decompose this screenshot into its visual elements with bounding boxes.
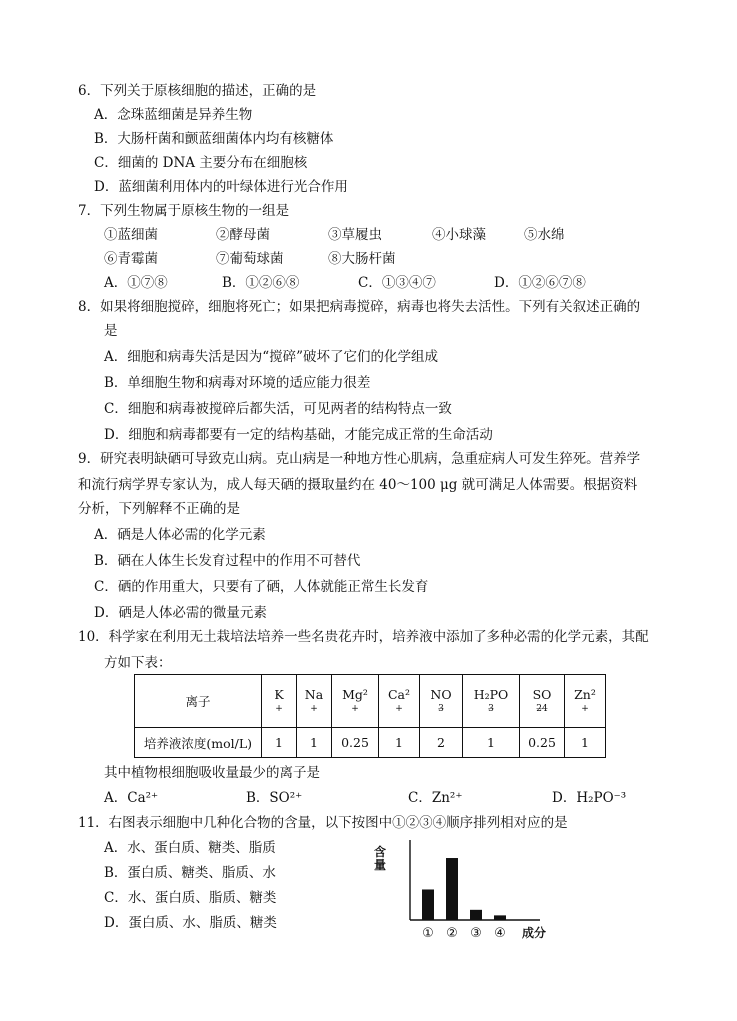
ion-mg bbox=[332, 675, 379, 728]
table-cell: 1 bbox=[262, 728, 297, 758]
q7-option-b: B．①②⑥⑧ bbox=[222, 275, 300, 291]
q7-option-d: D．①②⑥⑦⑧ bbox=[494, 275, 586, 291]
y-axis-label: 含量 bbox=[374, 845, 387, 872]
q10-option-d: D．H₂PO⁻³ bbox=[552, 790, 627, 806]
ion-charge: 3̶ bbox=[438, 704, 444, 714]
q6-option-d: D．蓝细菌利用体内的叶绿体进行光合作用 bbox=[94, 179, 348, 195]
q7-item: ④小球藻 bbox=[432, 227, 486, 243]
q9-option-b: B．硒在人体生长发育过程中的作用不可替代 bbox=[94, 553, 361, 569]
q11-stem: 11．右图表示细胞中几种化合物的含量，以下按图中①②③④顺序排列相对应的是 bbox=[78, 815, 568, 831]
q6-option-b: B．大肠杆菌和颤蓝细菌体内均有核糖体 bbox=[94, 131, 334, 147]
ion-charge: + bbox=[395, 704, 403, 714]
q7-item: ③草履虫 bbox=[328, 227, 382, 243]
q9-stem-line2: 和流行病学界专家认为，成人每天硒的摄取量约在 40～100 μg 就可满足人体需要。根据资料 bbox=[78, 477, 638, 493]
q11-option-d: D．蛋白质、水、脂质、糖类 bbox=[104, 915, 277, 931]
ion-name: K bbox=[274, 687, 284, 702]
q8-option-d: D．细胞和病毒都要有一定的结构基础，才能完成正常的生命活动 bbox=[104, 427, 493, 443]
table-cell: 1 bbox=[463, 728, 520, 758]
x-tick-label: ④ bbox=[494, 926, 506, 941]
q9-option-c: C．硒的作用重大，只要有了硒，人体就能正常生长发育 bbox=[94, 579, 429, 595]
ion-charge: 3̶ bbox=[488, 704, 494, 714]
q6-option-c: C．细菌的 DNA 主要分布在细胞核 bbox=[94, 155, 308, 171]
q10-option-b: B．SO²⁺ bbox=[246, 790, 303, 806]
q7-stem: 7．下列生物属于原核生物的一组是 bbox=[78, 203, 290, 219]
x-axis-label: 成分 bbox=[522, 926, 547, 940]
ion-charge: + bbox=[275, 704, 283, 714]
ion-so4 bbox=[520, 675, 565, 728]
ion-name: Mg² bbox=[342, 687, 368, 702]
q10-stem-line2: 方如下表： bbox=[104, 655, 172, 671]
q7-item: ②酵母菌 bbox=[216, 227, 270, 243]
ion-na bbox=[297, 675, 332, 728]
table-cell: 1 bbox=[379, 728, 420, 758]
q9-option-d: D．硒是人体必需的微量元素 bbox=[94, 605, 267, 621]
q7-item: ⑥青霉菌 bbox=[104, 251, 158, 267]
x-tick-label: ① bbox=[422, 926, 434, 941]
table-cell: 1 bbox=[565, 728, 606, 758]
ion-name: NO bbox=[430, 687, 452, 702]
q11-option-a: A．水、蛋白质、糖类、脂质 bbox=[104, 840, 276, 856]
ion-row-header: 离子 bbox=[135, 675, 262, 728]
ion-charge: 2̶4̶ bbox=[536, 704, 548, 714]
q9-option-a: A．硒是人体必需的化学元素 bbox=[94, 527, 266, 543]
ion-name: H₂PO bbox=[473, 687, 509, 702]
table-cell: 2 bbox=[420, 728, 463, 758]
table-cell: 0.25 bbox=[520, 728, 565, 758]
compound-content-chart bbox=[360, 836, 560, 946]
bar-3 bbox=[470, 910, 482, 920]
q7-item: ⑧大肠杆菌 bbox=[328, 251, 396, 267]
table-cell: 1 bbox=[297, 728, 332, 758]
q7-item: ①蓝细菌 bbox=[104, 227, 158, 243]
ion-charge: + bbox=[581, 704, 589, 714]
q8-option-b: B．单细胞生物和病毒对环境的适应能力很差 bbox=[104, 375, 371, 391]
q11-option-b: B．蛋白质、糖类、脂质、水 bbox=[104, 865, 276, 881]
q6-option-a: A．念珠蓝细菌是异养生物 bbox=[94, 107, 253, 123]
ion-zn bbox=[565, 675, 606, 728]
q8-option-c: C．细胞和病毒被搅碎后都失活，可见两者的结构特点一致 bbox=[104, 401, 452, 417]
ion-name: SO bbox=[532, 687, 552, 702]
q9-stem-line1: 9．研究表明缺硒可导致克山病。克山病是一种地方性心肌病，急重症病人可发生猝死。营养学 bbox=[78, 451, 641, 467]
q7-option-c: C．①③④⑦ bbox=[358, 275, 436, 291]
q7-item: ⑤水绵 bbox=[524, 227, 565, 243]
q7-option-a: A．①⑦⑧ bbox=[104, 275, 168, 291]
q10-stem-line1: 10．科学家在利用无土栽培法培养一些名贵花卉时，培养液中添加了多种必需的化学元素，其配 bbox=[78, 629, 649, 645]
ion-no3 bbox=[420, 675, 463, 728]
q6-stem: 6．下列关于原核细胞的描述，正确的是 bbox=[78, 83, 317, 99]
q8-stem-line1: 8．如果将细胞搅碎，细胞将死亡；如果把病毒搅碎，病毒也将失去活性。下列有关叙述正确的 bbox=[78, 299, 641, 315]
bar-4 bbox=[494, 915, 506, 920]
x-tick-label: ② bbox=[446, 926, 458, 941]
q10-option-a: A．Ca²⁺ bbox=[104, 790, 159, 806]
q11-option-c: C．水、蛋白质、脂质、糖类 bbox=[104, 890, 277, 906]
ion-h2po4 bbox=[463, 675, 520, 728]
q7-item: ⑦葡萄球菌 bbox=[216, 251, 284, 267]
q8-stem-line2: 是 bbox=[104, 323, 118, 339]
bar-1 bbox=[422, 889, 434, 920]
x-tick-label: ③ bbox=[470, 926, 482, 941]
ion-table bbox=[134, 674, 606, 758]
ion-name: Ca² bbox=[387, 687, 411, 702]
q10-question: 其中植物根细胞吸收量最少的离子是 bbox=[104, 765, 320, 781]
q8-option-a: A．细胞和病毒失活是因为“搅碎”破坏了它们的化学组成 bbox=[104, 349, 439, 365]
q9-stem-line3: 分析，下列解释不正确的是 bbox=[78, 501, 240, 517]
q10-option-c: C．Zn²⁺ bbox=[408, 790, 463, 806]
table-cell: 0.25 bbox=[332, 728, 379, 758]
ion-charge: + bbox=[351, 704, 359, 714]
ion-table-header-row bbox=[135, 675, 606, 728]
ion-ca bbox=[379, 675, 420, 728]
ion-charge: + bbox=[310, 704, 318, 714]
bar-2 bbox=[446, 858, 458, 920]
ion-name: Na bbox=[304, 687, 324, 702]
conc-row-header: 培养液浓度(mol/L) bbox=[135, 728, 262, 758]
ion-name: Zn² bbox=[574, 687, 596, 702]
ion-table-conc-row bbox=[135, 728, 606, 758]
ion-k bbox=[262, 675, 297, 728]
